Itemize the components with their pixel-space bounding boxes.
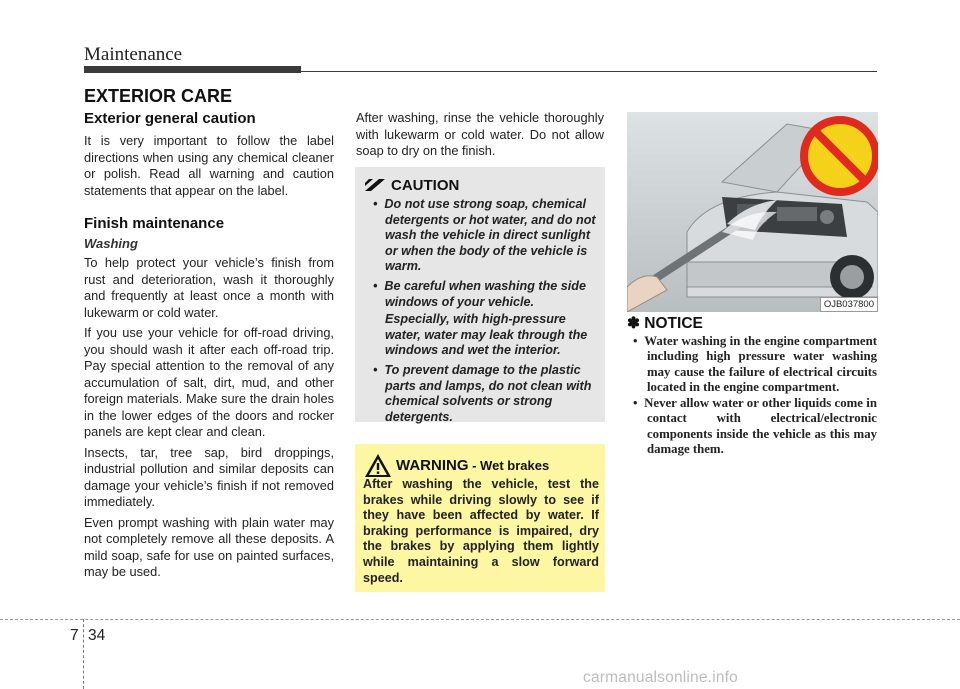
caution-icon <box>365 179 385 191</box>
subheading-washing: Washing <box>84 236 138 251</box>
caution-item: • Do not use strong soap, chemical detergents or hot water, and do not wash the vehicle in direct sunlight or when the body of the vehicle is warm. <box>373 197 596 274</box>
left-column <box>84 110 334 585</box>
header-rule <box>301 71 877 72</box>
paragraph: If you use your vehicle for off-road driving, you should wash it after each off-road trip. Pay special attention to the removal of any accumulation of salt, dirt, mud, and other foreign materials. Make sure the drain holes in the lower edges of the doors and rocker panels are kept clear and clean. <box>84 325 334 439</box>
warning-subtitle: - Wet brakes <box>468 458 550 473</box>
caution-list <box>363 197 599 429</box>
watermark: carmanualsonline.info <box>583 669 738 686</box>
notice-title: ✽ NOTICE <box>627 315 703 332</box>
warning-triangle-icon <box>364 453 392 478</box>
car-engine-bay-image <box>627 112 878 312</box>
image-code: OJB037800 <box>820 297 878 312</box>
heading-finish-maintenance: Finish maintenance <box>84 215 225 232</box>
notice-list <box>627 334 877 458</box>
caution-box <box>355 167 605 422</box>
header-bar <box>84 66 301 73</box>
paragraph: To help protect your vehicle’s finish from rust and deterioration, wash it thoroughly and frequently at least once a month with lukewarm or cold water. <box>84 255 334 320</box>
heading-exterior-general-caution: Exterior general caution <box>84 110 256 127</box>
chapter-number: 7 <box>70 627 79 644</box>
warning-box <box>355 444 605 592</box>
paragraph: It is very important to follow the label directions when using any chemical cleaner or polish. Read all warning and caution statements that appear on the label. <box>84 133 334 198</box>
caution-item: • To prevent damage to the plastic parts and lamps, do not clean with chemical solvents or strong detergents. <box>373 362 592 424</box>
middle-column <box>356 110 604 164</box>
engine-washing-illustration <box>627 112 878 312</box>
notice-item: • Never allow water or other liquids come in contact with electrical/electronic components inside the vehicle as this may damage them. <box>633 396 877 457</box>
header-title: Maintenance <box>84 44 183 65</box>
warning-title: WARNING - Wet brakes <box>396 457 550 474</box>
paragraph: After washing, rinse the vehicle thoroughly with lukewarm or cold water. Do not allow soap to dry on the finish. <box>356 110 604 158</box>
warning-body: After washing the vehicle, test the brakes while driving slowly to see if they have been affected by water. If braking performance is impaired, dry the brakes by applying them lightly while maintaining a slow forward speed. <box>363 477 599 585</box>
notice-item: • Water washing in the engine compartment including high pressure water washing may cause the failure of electrical circuits located in the engine compartment. <box>633 334 877 394</box>
page-number: 34 <box>88 627 106 644</box>
caution-item-extra: Especially, with high-pressure water, water may leak through the windows and wet the interior. <box>385 312 588 358</box>
paragraph: Insects, tar, tree sap, bird droppings, industrial pollution and similar deposits can damage your vehicle’s finish if not removed immediately. <box>84 444 334 509</box>
caution-title: CAUTION <box>391 177 460 194</box>
section-title: EXTERIOR CARE <box>84 86 233 106</box>
footer-margin-line <box>83 619 84 689</box>
caution-item: • Be careful when washing the side windows of your vehicle. Especially, with high-pressure water, water may leak through the windows and wet the interior. <box>363 279 599 359</box>
paragraph: Even prompt washing with plain water may not completely remove all these deposits. A mild soap, safe for use on painted surfaces, may be used. <box>84 514 334 579</box>
footer-crop-line <box>0 619 960 620</box>
